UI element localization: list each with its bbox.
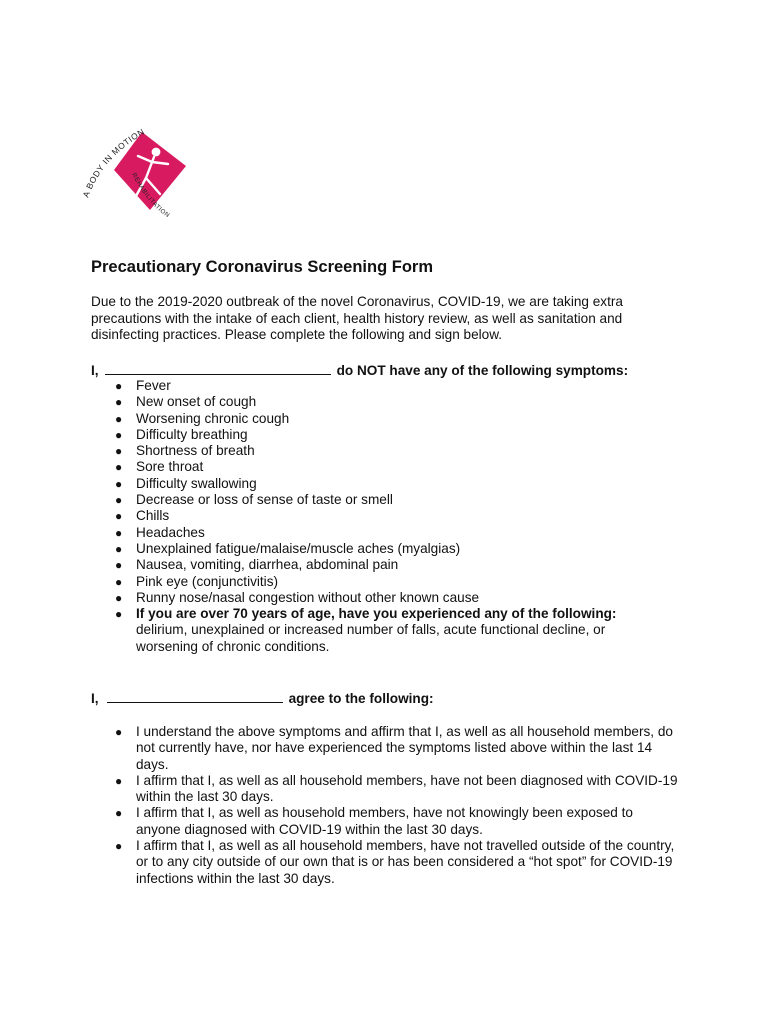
symptom-list [91,378,661,655]
bullet-icon: ● [115,607,123,622]
symptom-label: Sore throat [136,459,204,475]
page-title: Precautionary Coronavirus Screening Form [91,258,434,276]
bullet-icon: ● [115,476,123,491]
symptom-label: Shortness of breath [136,443,255,459]
symptom-item [91,459,661,475]
symptom-item [91,427,661,443]
agreement-list [91,724,691,887]
bullet-icon: ● [115,525,123,540]
symptom-label: Chills [136,508,170,524]
symptom-item [91,492,661,508]
declaration-prefix: I, [91,691,99,706]
symptom-item [91,541,661,557]
bullet-icon: ● [115,509,123,524]
agreement-text: I affirm that I, as well as all household members, have not been diagnosed with COVID-19 within the last 30 days. [136,772,678,805]
symptom-label: Unexplained fatigue/malaise/muscle aches (myalgias) [136,540,461,556]
bullet-icon: ● [115,460,123,475]
symptom-label: Headaches [136,524,205,540]
symptom-item [91,574,661,590]
logo-brand-text: A BODY IN MOTION [80,126,147,199]
symptom-item [91,590,661,606]
bullet-icon: ● [115,773,123,788]
symptom-label: Pink eye (conjunctivitis) [136,573,279,589]
declaration-symptoms [91,362,628,380]
symptom-item [91,411,661,427]
name-blank-field[interactable] [107,690,283,703]
bullet-icon: ● [115,493,123,508]
declaration-agreement [91,690,434,708]
symptom-item-age [91,606,661,655]
symptom-label: New onset of cough [136,394,257,410]
bullet-icon: ● [115,379,123,393]
symptom-item [91,476,661,492]
symptom-label: Runny nose/nasal congestion without other known cause [136,589,480,605]
bullet-icon: ● [115,541,123,556]
agreement-item [91,773,691,806]
declaration-prefix: I, [91,363,99,378]
declaration-suffix: do NOT have any of the following symptoms: [336,363,629,378]
symptom-label: Difficulty swallowing [136,475,257,491]
bullet-icon: ● [115,411,123,426]
bullet-icon: ● [115,574,123,589]
agreement-text: I affirm that I, as well as all household members, have not travelled outside of the country, or to any city outside of our own that is or has been considered a “hot spot” for COVID-19 infections within the last 30 days. [136,838,675,886]
age-conditions: delirium, unexplained or increased number of falls, acute functional decline, or worsening of chronic conditions. [136,622,606,654]
bullet-icon: ● [115,444,123,459]
bullet-icon: ● [115,427,123,442]
age-question: If you are over 70 years of age, have you experienced any of the following: [136,606,617,622]
bullet-icon: ● [115,395,123,410]
bullet-icon: ● [115,839,123,854]
symptom-item [91,443,661,459]
agreement-item [91,724,691,773]
symptom-label: Decrease or loss of sense of taste or smell [136,492,393,508]
bullet-icon: ● [115,558,123,573]
symptom-label: Worsening chronic cough [136,410,290,426]
bullet-icon: ● [115,590,123,605]
bullet-icon: ● [115,725,123,739]
brand-logo-graphic [80,118,200,228]
intro-paragraph: Due to the 2019-2020 outbreak of the novel Coronavirus, COVID-19, we are taking extra precautions with the intake of each client, health history review, as well as sanitation and disinfecting practices. Please complete the following and sign below. [91,294,623,342]
name-blank-field[interactable] [105,362,331,375]
bullet-icon: ● [115,806,123,821]
symptom-item [91,557,661,573]
symptom-item [91,378,661,394]
symptom-item [91,508,661,524]
logo-sub-text: REHABILITATION [130,171,171,220]
agreement-text: I affirm that I, as well as household members, have not knowingly been exposed to anyone diagnosed with COVID-19 within the last 30 days. [136,805,633,837]
symptom-item [91,525,661,541]
declaration-suffix: agree to the following: [288,691,434,706]
agreement-item [91,805,691,838]
brand-logo [80,118,200,228]
symptom-label: Difficulty breathing [136,426,248,442]
symptom-label: Fever [136,378,171,393]
symptom-label: Nausea, vomiting, diarrhea, abdominal pain [136,557,399,573]
agreement-text: I understand the above symptoms and affirm that I, as well as all household members, do not currently have, nor have experienced the symptoms listed above within the last 14 days. [136,724,673,772]
agreement-item [91,838,691,887]
symptom-item [91,394,661,410]
